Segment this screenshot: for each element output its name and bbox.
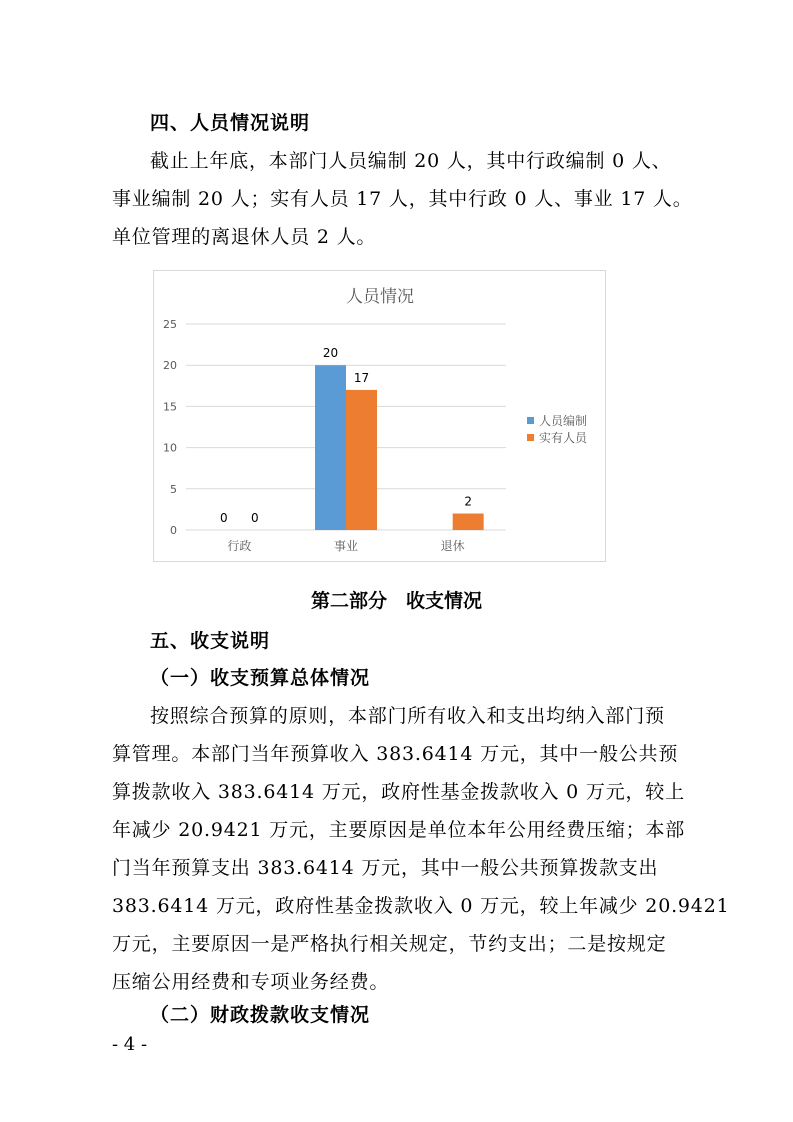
personnel-chart: [153, 270, 606, 562]
paragraph-line: 万元，主要原因一是严格执行相关规定，节约支出；二是按规定: [112, 933, 667, 955]
paragraph-line: 压缩公用经费和专项业务经费。: [112, 971, 390, 993]
y-tick-label: 15: [163, 400, 177, 414]
y-tick-label: 5: [170, 482, 177, 496]
y-tick-label: 20: [163, 359, 177, 373]
part-title: 第二部分 收支情况: [310, 590, 482, 612]
y-tick-label: 0: [170, 524, 177, 537]
data-label: 17: [353, 370, 370, 385]
legend-swatch: [527, 417, 534, 424]
legend-label: 人员编制: [539, 414, 588, 428]
chart-svg: [154, 271, 607, 563]
bar-actual: [453, 514, 484, 530]
data-label: 2: [464, 494, 472, 509]
paragraph-line: 算管理。本部门当年预算收入 383.6414 万元，其中一般公共预: [112, 743, 679, 765]
page-number: - 4 -: [112, 1034, 148, 1055]
paragraph-line: 截止上年底，本部门人员编制 20 人，其中行政编制 0 人、: [150, 150, 672, 172]
data-label: 20: [322, 346, 339, 361]
data-label: 0: [220, 511, 228, 525]
y-tick-label: 25: [163, 318, 177, 331]
data-label: 0: [251, 511, 259, 525]
subsection-heading-fiscal: （二）财政拨款收支情况: [150, 1004, 371, 1026]
paragraph-line: 按照综合预算的原则，本部门所有收入和支出均纳入部门预: [150, 705, 665, 727]
x-tick-label: 事业: [333, 539, 359, 553]
paragraph-line: 单位管理的离退休人员 2 人。: [112, 226, 377, 248]
paragraph-line: 算拨款收入 383.6414 万元，政府性基金拨款收入 0 万元，较上: [112, 781, 685, 803]
legend-swatch: [527, 434, 534, 441]
paragraph-line: 383.6414 万元，政府性基金拨款收入 0 万元，较上年减少 20.9421: [112, 895, 730, 917]
section-heading-personnel: 四、人员情况说明: [150, 112, 311, 134]
chart-title: 人员情况: [346, 287, 414, 307]
paragraph-line: 年减少 20.9421 万元，主要原因是单位本年公用经费压缩；本部: [112, 819, 686, 841]
paragraph-line: 事业编制 20 人；实有人员 17 人，其中行政 0 人、事业 17 人。: [112, 188, 693, 210]
bar-actual: [346, 390, 377, 530]
bar-staffing: [315, 365, 346, 530]
paragraph-line: 门当年预算支出 383.6414 万元，其中一般公共预算拨款支出: [112, 857, 659, 879]
legend-label: 实有人员: [539, 431, 588, 445]
x-tick-label: 行政: [227, 539, 252, 553]
y-tick-label: 10: [163, 441, 177, 455]
subsection-heading-overall: （一）收支预算总体情况: [150, 667, 371, 689]
section-heading-budget: 五、收支说明: [150, 630, 271, 652]
x-tick-label: 退休: [440, 539, 465, 553]
